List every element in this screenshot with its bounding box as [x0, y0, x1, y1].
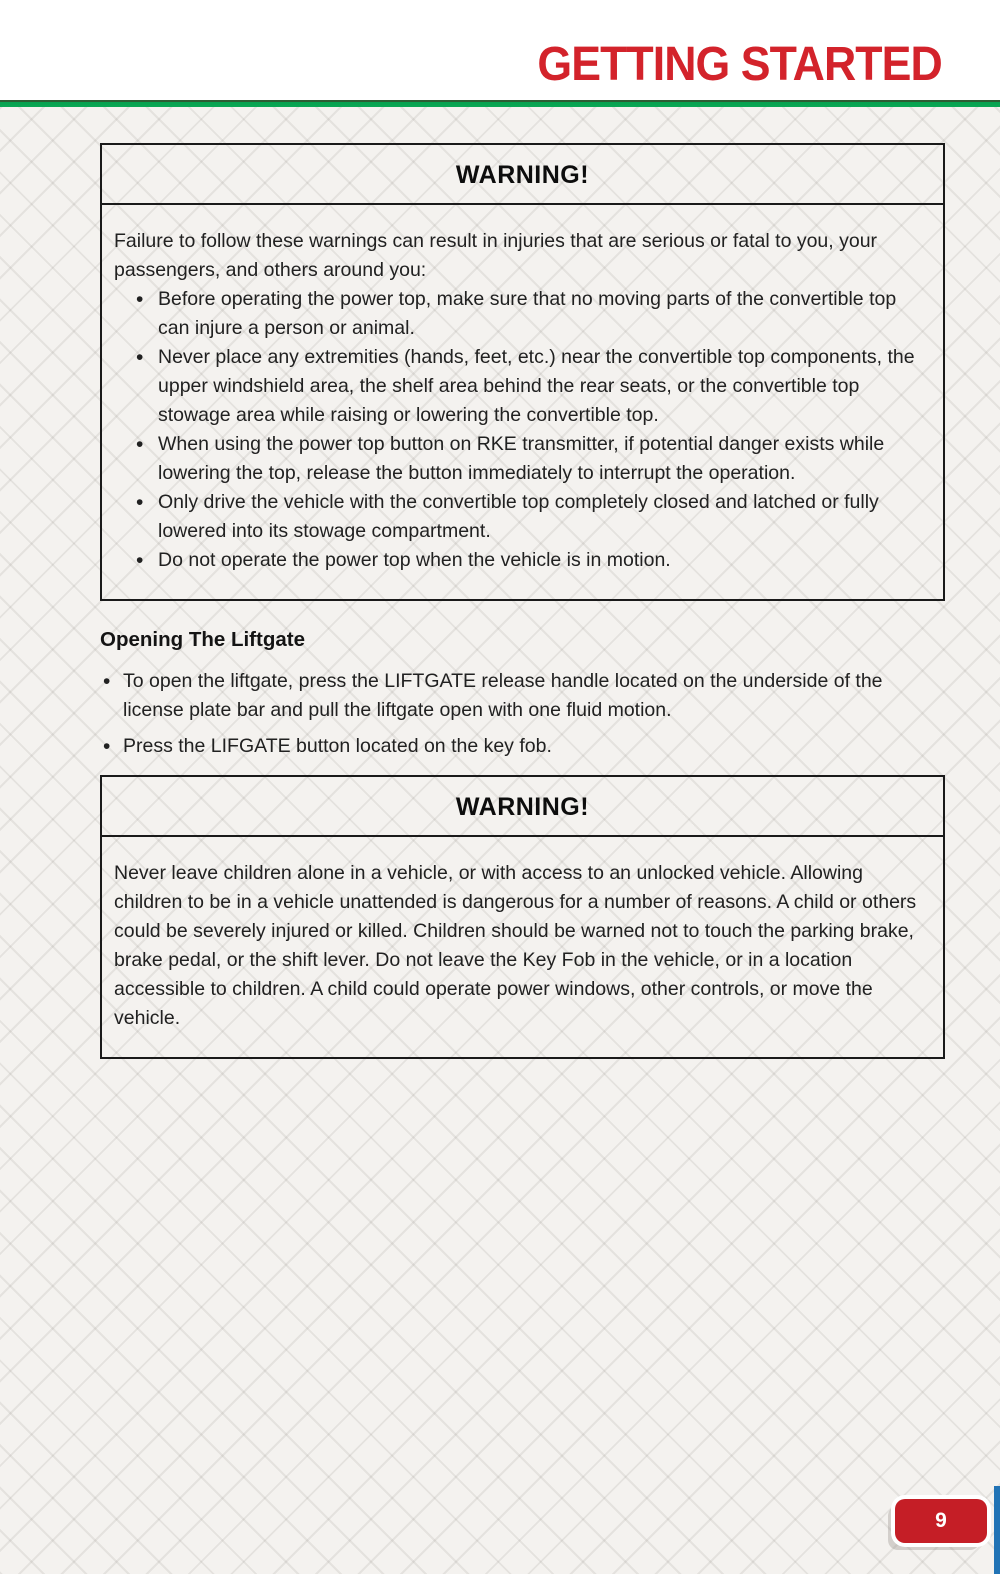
page-number-tab — [895, 1499, 987, 1543]
page-header — [0, 0, 1000, 100]
section-heading-opening-liftgate: Opening The Liftgate — [100, 628, 305, 651]
warning-box-children — [100, 775, 945, 1059]
page-number: 9 — [935, 1509, 947, 1532]
page-body — [0, 107, 1000, 1574]
green-divider-rule — [0, 100, 1000, 107]
page-title: GETTING STARTED — [537, 38, 942, 91]
liftgate-bullet-list — [100, 667, 945, 761]
warning-content — [102, 837, 943, 1057]
warning-bullet-item: • Do not operate the power top when the vehicle is in motion. — [136, 546, 927, 575]
warning-content — [102, 205, 943, 599]
warning-box-power-top — [100, 143, 945, 601]
warning-body-text: Never leave children alone in a vehicle, or with access to an unlocked vehicle. Allowing children to be in a vehicle unattended is dangerous for a number of reasons. A child or others could be severely injured or killed. Children should be warned not to touch the parking brake, brake pedal, or the shift lever. Do not leave the Key Fob in the vehicle, or in a location accessible to children. A child could operate power windows, other controls, or move the vehicle. — [114, 862, 917, 1029]
warning-bullet-list — [114, 285, 927, 575]
liftgate-bullet-item: • Press the LIFGATE button located on the key fob. — [100, 732, 945, 761]
warning-bullet-item: • Before operating the power top, make sure that no moving parts of the convertible top can injure a person or animal. — [136, 285, 927, 343]
blue-edge-line — [994, 1486, 1000, 1574]
warning-heading: WARNING! — [102, 777, 943, 837]
warning-intro-text: Failure to follow these warnings can result in injuries that are serious or fatal to you, your passengers, and others around you: — [114, 230, 878, 281]
warning-heading: WARNING! — [102, 145, 943, 205]
warning-bullet-item: • Never place any extremities (hands, feet, etc.) near the convertible top components, the upper windshield area, the shelf area behind the rear seats, or the convertible top stowage area while raising or lowering the convertible top. — [136, 343, 927, 430]
liftgate-bullet-item: • To open the liftgate, press the LIFTGATE release handle located on the underside of the license plate bar and pull the liftgate open with one fluid motion. — [100, 667, 945, 725]
warning-bullet-item: • Only drive the vehicle with the convertible top completely closed and latched or fully lowered into its stowage compartment. — [136, 488, 927, 546]
warning-bullet-item: • When using the power top button on RKE transmitter, if potential danger exists while lowering the top, release the button immediately to interrupt the operation. — [136, 430, 927, 488]
